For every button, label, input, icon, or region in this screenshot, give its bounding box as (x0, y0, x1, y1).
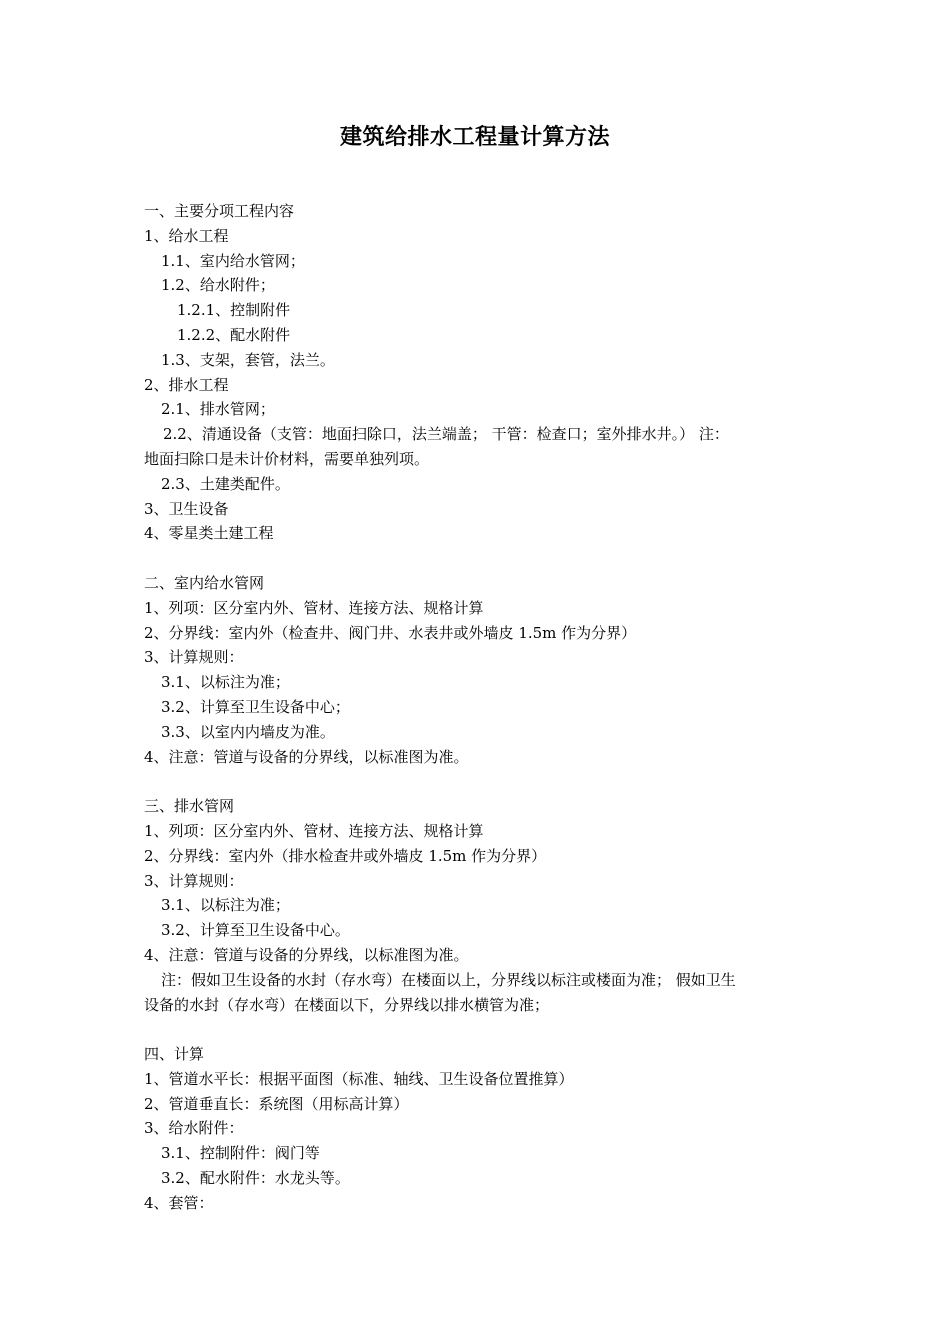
list-item: 3.2、计算至卫生设备中心； (161, 697, 350, 716)
document-title: 建筑给排水工程量计算方法 (339, 124, 610, 150)
list-item: 3.2、计算至卫生设备中心。 (161, 921, 350, 940)
list-item: 1.2.1、控制附件 (177, 301, 291, 320)
list-item: 3、卫生设备 (144, 499, 229, 518)
list-item-continuation: 地面扫除口是未计价材料，需要单独列项。 (144, 449, 430, 468)
list-item: 3.2、配水附件：水龙头等。 (161, 1169, 350, 1188)
list-item: 3.1、以标注为准； (161, 896, 290, 915)
document-body (144, 199, 814, 1216)
list-item: 1、管道水平长：根据平面图（标准、轴线、卫生设备位置推算） (144, 1069, 574, 1088)
list-item: 1.3、支架，套管，法兰。 (161, 350, 335, 369)
list-item: 3.1、以标注为准； (161, 673, 290, 692)
list-item: 3.3、以室内内墙皮为准。 (161, 722, 335, 741)
list-item: 2.2、清通设备（支管：地面扫除口，法兰端盖； 干管：检查口；室外排水井。） 注： (163, 425, 729, 444)
list-item: 1.2.2、配水附件 (177, 325, 291, 344)
list-item: 2、分界线：室内外（排水检查井或外墙皮 1.5m 作为分界） (144, 846, 547, 865)
list-item: 4、套管： (144, 1193, 214, 1212)
list-item: 3、计算规则： (144, 871, 244, 890)
section-gap (144, 769, 814, 794)
list-item: 4、注意：管道与设备的分界线，以标准图为准。 (144, 945, 469, 964)
list-item: 4、零星类土建工程 (144, 524, 274, 543)
section-heading: 三、排水管网 (144, 797, 235, 816)
section-gap (144, 546, 814, 571)
list-item: 3、计算规则： (144, 648, 244, 667)
list-item: 2、管道垂直长：系统图（用标高计算） (144, 1094, 409, 1113)
list-item: 3、给水附件： (144, 1119, 244, 1138)
list-item: 1、列项：区分室内外、管材、连接方法、规格计算 (144, 598, 484, 617)
list-item: 2.1、排水管网； (161, 400, 275, 419)
section-heading: 一、主要分项工程内容 (144, 202, 295, 220)
note-continuation: 设备的水封（存水弯）在楼面以下，分界线以排水横管为准； (144, 995, 550, 1014)
list-item: 1.2、给水附件； (161, 276, 275, 295)
list-item: 1、列项：区分室内外、管材、连接方法、规格计算 (144, 821, 484, 840)
list-item: 2.3、土建类配件。 (161, 474, 290, 493)
list-item: 2、分界线：室内外（检查井、阀门井、水表井或外墙皮 1.5m 作为分界） (144, 623, 637, 642)
list-item: 3.1、控制附件：阀门等 (161, 1144, 320, 1163)
list-item: 4、注意：管道与设备的分界线，以标准图为准。 (144, 747, 469, 766)
section-heading: 四、计算 (144, 1045, 205, 1064)
list-item: 1.1、室内给水管网； (161, 251, 305, 270)
section-gap (144, 1017, 814, 1042)
section-heading: 二、室内给水管网 (144, 573, 265, 592)
note-line: 注：假如卫生设备的水封（存水弯）在楼面以上，分界线以标注或楼面为准； 假如卫生 (161, 970, 736, 989)
list-item: 2、排水工程 (144, 375, 229, 394)
list-item: 1、给水工程 (144, 226, 229, 245)
